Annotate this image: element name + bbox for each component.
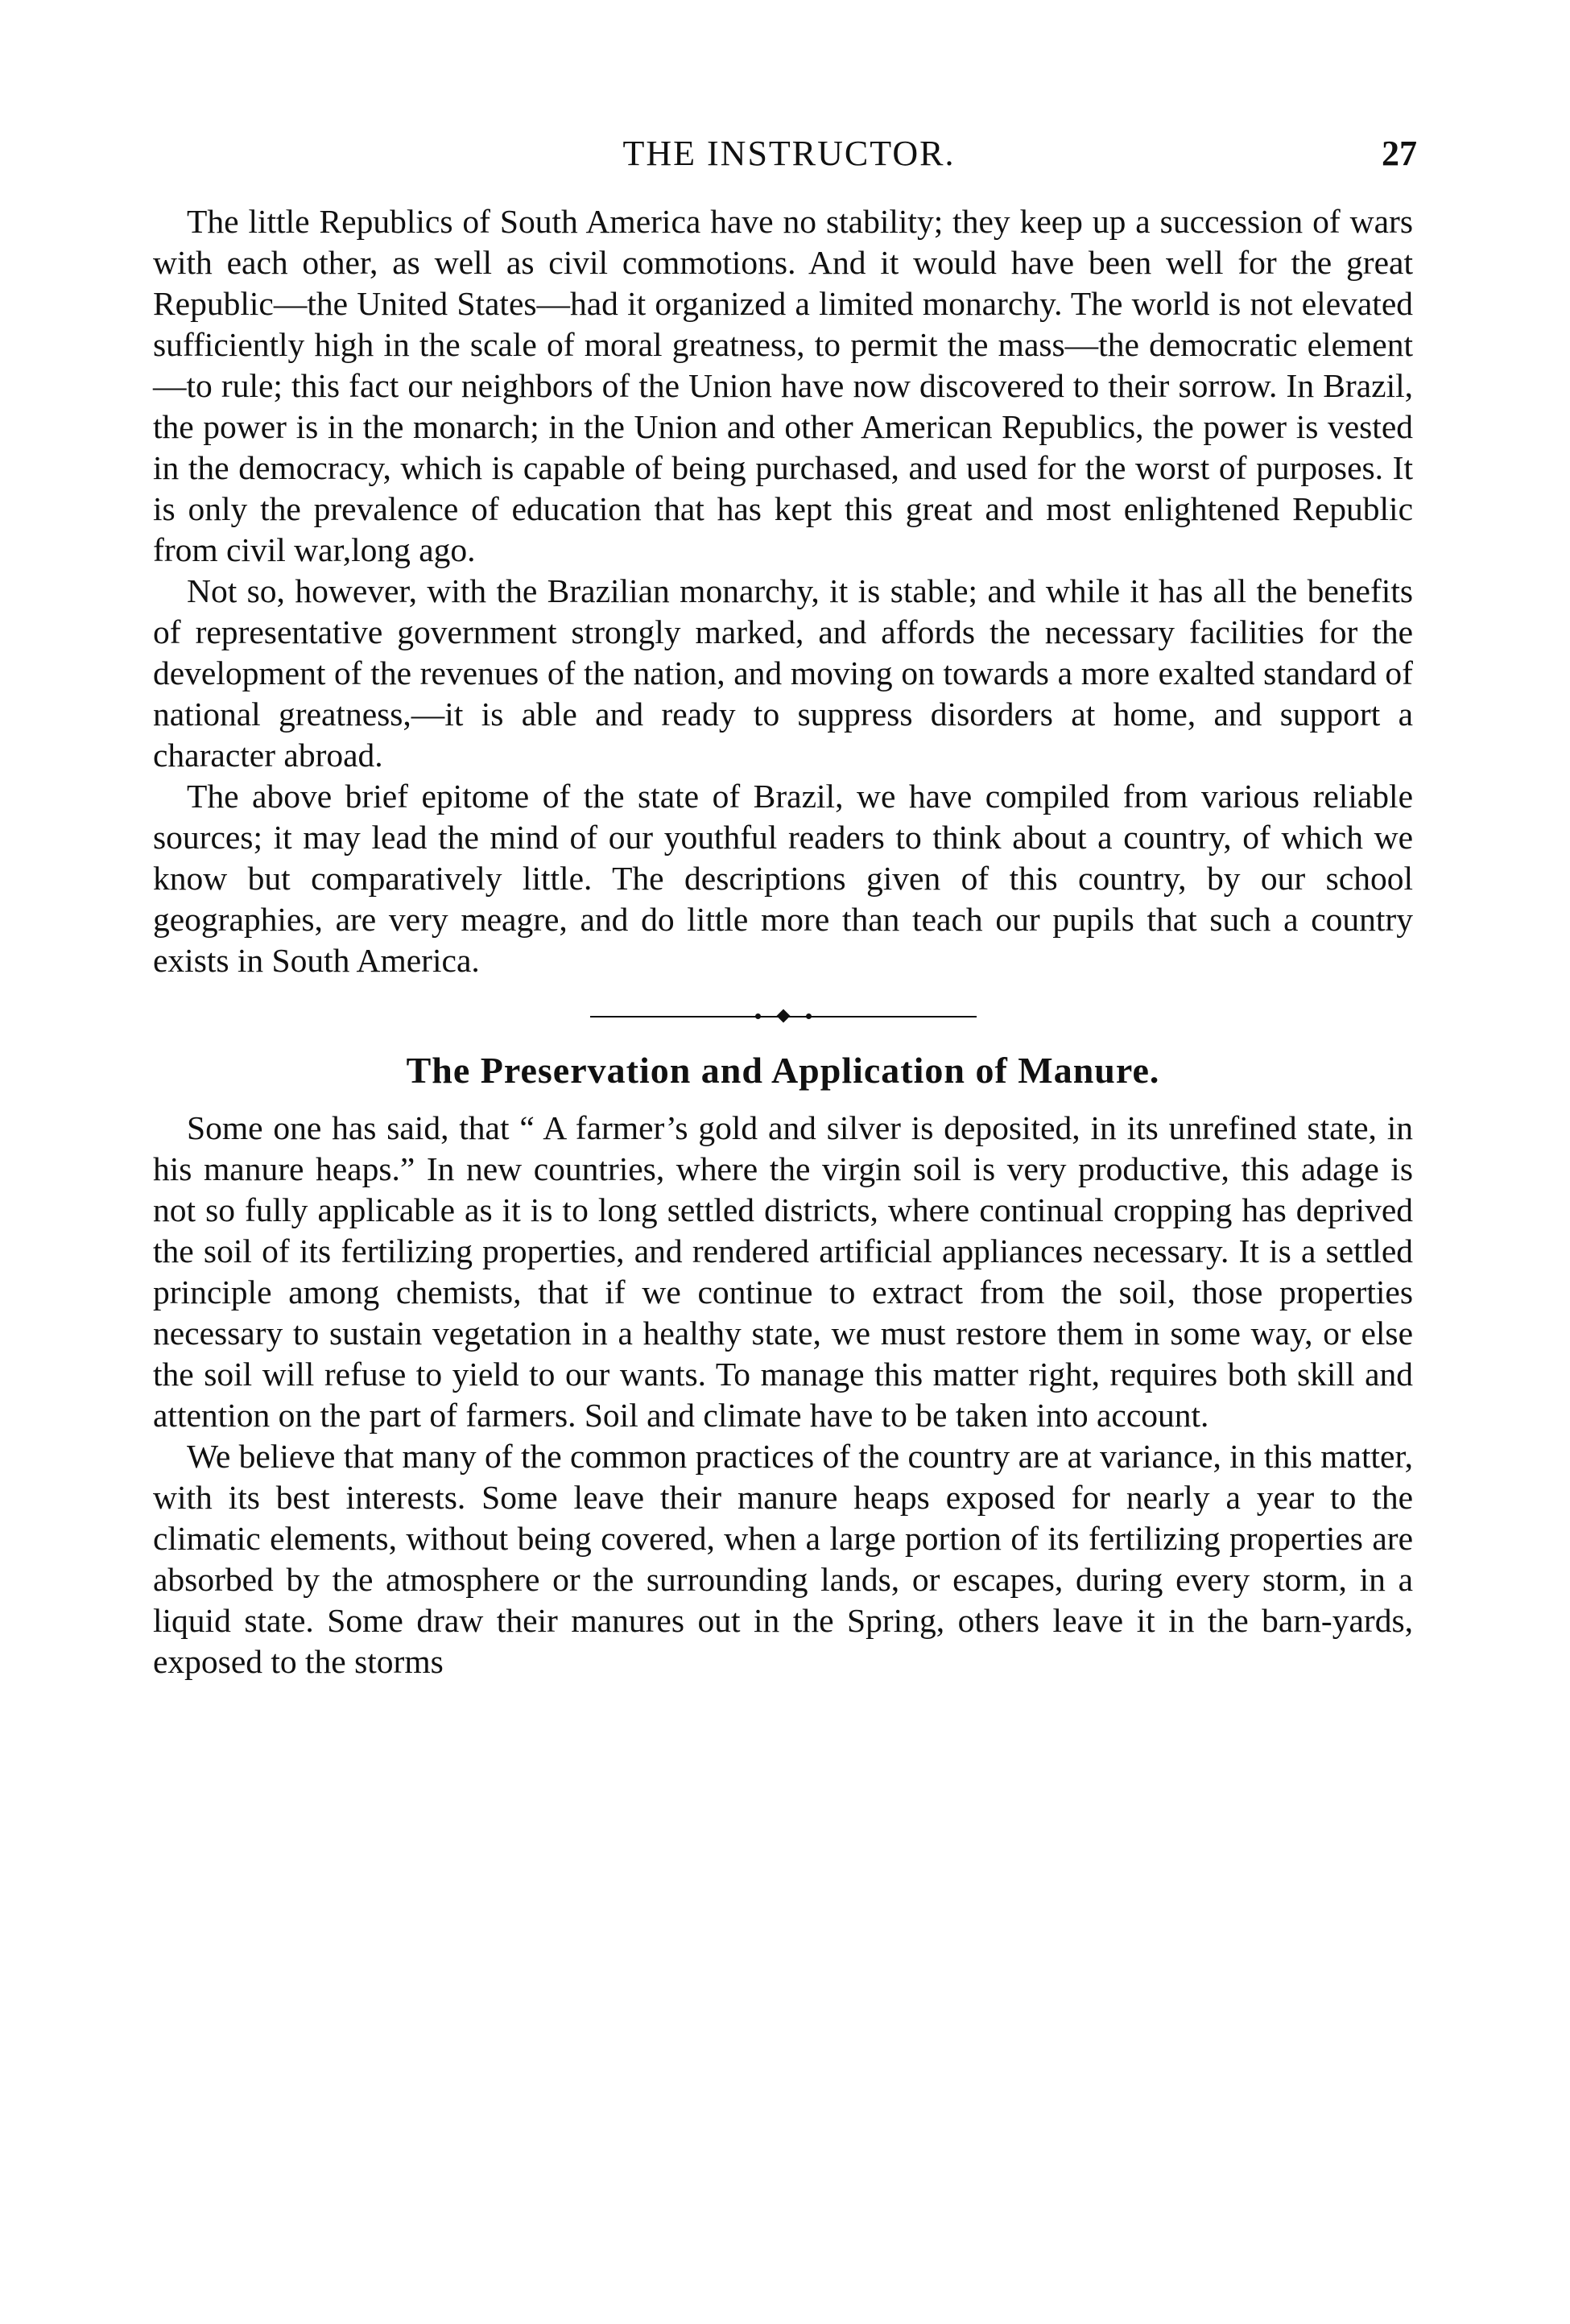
paragraph-republics: The little Republics of South America have no stability; they keep up a succession of wars with each other, as well as civil commotions. And it would have been well for the great Republic—the United States—had it organized a limited monarchy. The world is not elevated sufficiently high in the scale of moral greatness, to permit the mass—the democratic element—to rule; this fact our neighbors of the Union have now discovered to their sorrow. In Brazil, the power is in the monarch; in the Union and other American Republics, the power is vested in the democracy, which is capable of being purchased, and used for the worst of purposes. It is only the prevalence of education that has kept this great and most enlightened Republic from civil war,long ago. bbox=[153, 203, 1413, 568]
divider-diamond bbox=[776, 1009, 790, 1023]
paragraph-common-practices: We believe that many of the common practices of the country are at variance, in this matter, with its best interests. Some leave their manure heaps exposed for nearly a year to the climatic elements, without being covered, when a large portion of its fertilizing properties are absorbed by the atmosphere or the surrounding lands, or escapes, during every storm, in a liquid state. Some draw their manures out in the Spring, others leave it in the barn-yards, exposed to the storms bbox=[153, 1438, 1413, 1680]
paragraph-brazilian-monarchy: Not so, however, with the Brazilian monarchy, it is stable; and while it has all the benefits of representative government strongly marked, and affords the necessary facilities for the development of the revenues of the nation, and moving on towards a more exalted standard of national greatness,—it is able and ready to suppress disorders at home, and support a character abroad. bbox=[153, 572, 1413, 774]
section-divider-ornament bbox=[590, 1009, 977, 1025]
divider-dot bbox=[755, 1013, 761, 1019]
section-heading: The Preservation and Application of Manure. bbox=[406, 1050, 1160, 1091]
page-number: 27 bbox=[1382, 134, 1417, 173]
page-header bbox=[161, 133, 1417, 181]
running-title: THE INSTRUCTOR. bbox=[622, 134, 956, 173]
divider-dot bbox=[806, 1013, 812, 1019]
paragraph-farmers-gold: Some one has said, that “ A farmer’s gold and silver is deposited, in its unrefined state, in his manure heaps.” In new countries, where the virgin soil is very productive, this adage is not so fully applicable as it is to long settled districts, where continual cropping has deprived the soil of its fertilizing properties, and rendered artificial appliances necessary. It is a settled principle among chemists, that if we continue to extract from the soil, those properties necessary to sustain vegetation in a healthy state, we must restore them in some way, or else the soil will refuse to yield to our wants. To manage this matter right, requires both skill and attention on the part of farmers. Soil and climate have to be taken into account. bbox=[153, 1109, 1413, 1434]
paragraph-epitome: The above brief epitome of the state of Brazil, we have compiled from various reliable sources; it may lead the mind of our youthful readers to think about a country, of which we know but comparatively little. The descriptions given of this country, by our school geographies, are very meagre, and do little more than teach our pupils that such a country exists in South America. bbox=[153, 778, 1413, 979]
page-body bbox=[153, 201, 1413, 1682]
